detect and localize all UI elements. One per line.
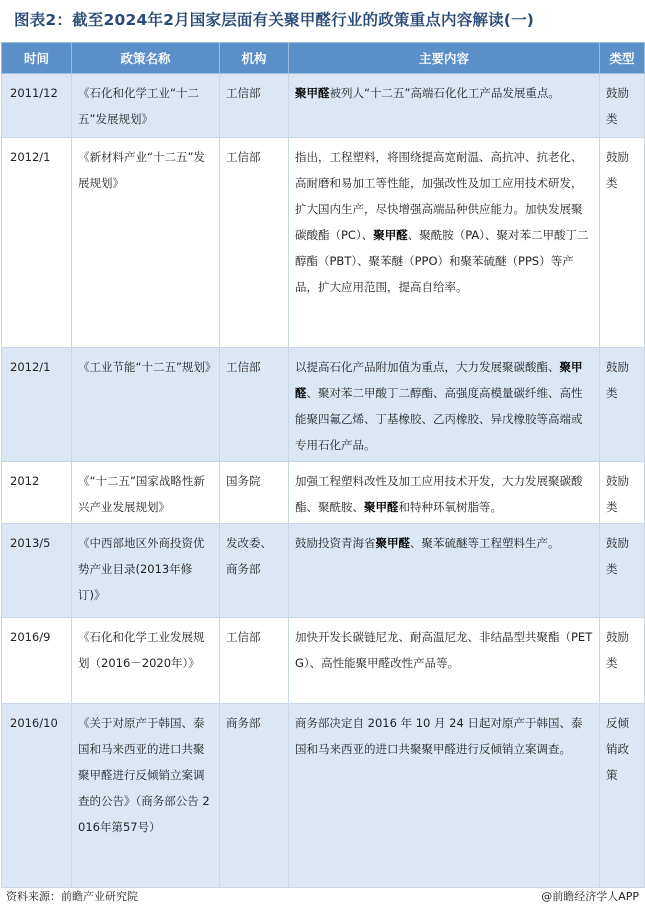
cell-main-content bbox=[289, 138, 600, 348]
cell-main-content bbox=[289, 704, 600, 888]
cell-type: 鼓励类 bbox=[600, 348, 645, 462]
cell-agency: 发改委、商务部 bbox=[220, 524, 289, 618]
content-text: 以提高石化产品附加值为重点，大力发展聚碳酸酯、 bbox=[295, 360, 560, 374]
cell-main-content bbox=[289, 524, 600, 618]
cell-time: 2016/10 bbox=[2, 704, 72, 888]
header-main-content: 主要内容 bbox=[289, 43, 600, 74]
cell-time: 2012 bbox=[2, 462, 72, 524]
cell-policy-name: 《“十二五”国家战略性新兴产业发展规划》 bbox=[72, 462, 220, 524]
cell-agency: 商务部 bbox=[220, 704, 289, 888]
cell-type: 鼓励类 bbox=[600, 138, 645, 348]
cell-main-content bbox=[289, 348, 600, 462]
cell-main-content bbox=[289, 618, 600, 704]
cell-policy-name: 《关于对原产于韩国、泰国和马来西亚的进口共聚聚甲醛进行反倾销立案调查的公告》（商务部公告 2016年第57号） bbox=[72, 704, 220, 888]
cell-time: 2016/9 bbox=[2, 618, 72, 704]
cell-policy-name: 《新材料产业“十二五”发展规划》 bbox=[72, 138, 220, 348]
cell-policy-name: 《中西部地区外商投资优势产业目录(2013年修订)》 bbox=[72, 524, 220, 618]
keyword-highlight: 聚甲醛 bbox=[295, 360, 583, 400]
cell-agency: 工信部 bbox=[220, 618, 289, 704]
content-text: 商务部决定自 2016 年 10 月 24 日起对原产于韩国、泰国和马来西亚的进口共聚聚甲醛进行反倾销立案调查。 bbox=[295, 716, 583, 756]
table-row bbox=[2, 618, 645, 704]
table-row bbox=[2, 348, 645, 462]
cell-agency: 国务院 bbox=[220, 462, 289, 524]
table-row bbox=[2, 138, 645, 348]
cell-type: 鼓励类 bbox=[600, 524, 645, 618]
header-policy-name: 政策名称 bbox=[72, 43, 220, 74]
policy-table bbox=[1, 42, 645, 888]
cell-main-content bbox=[289, 462, 600, 524]
table-row bbox=[2, 524, 645, 618]
content-text: 加快开发长碳链尼龙、耐高温尼龙、非结晶型共聚酯（PETG）、高性能聚甲醛改性产品等。 bbox=[295, 630, 593, 670]
keyword-highlight: 聚甲醛 bbox=[295, 86, 330, 100]
brand-note: @前瞻经济学人APP bbox=[541, 890, 639, 903]
keyword-highlight: 聚甲醛 bbox=[373, 228, 408, 242]
cell-type: 鼓励类 bbox=[600, 74, 645, 138]
content-text: 鼓励投资青海省 bbox=[295, 536, 376, 550]
header-agency: 机构 bbox=[220, 43, 289, 74]
content-text: 、聚对苯二甲酸丁二醇酯、高强度高模量碳纤维、高性能聚四氟乙烯、丁基橡胶、乙丙橡胶、异戊橡胶等高端或专用石化产品。 bbox=[295, 386, 583, 452]
cell-policy-name: 《石化和化学工业发展规划（2016－2020年）》 bbox=[72, 618, 220, 704]
keyword-highlight: 聚甲醛 bbox=[375, 536, 410, 550]
cell-time: 2012/1 bbox=[2, 348, 72, 462]
content-text: 加强工程塑料改性及加工应用技术开发，大力发展聚碳酸酯、聚酰胺、 bbox=[295, 474, 583, 514]
cell-agency: 工信部 bbox=[220, 138, 289, 348]
table-row bbox=[2, 462, 645, 524]
header-type: 类型 bbox=[600, 43, 645, 74]
cell-agency: 工信部 bbox=[220, 348, 289, 462]
cell-policy-name: 《石化和化学工业“十二五”发展规划》 bbox=[72, 74, 220, 138]
page-title: 图表2：截至2024年2月国家层面有关聚甲醛行业的政策重点内容解读(一) bbox=[14, 11, 535, 29]
cell-time: 2013/5 bbox=[2, 524, 72, 618]
table-row bbox=[2, 74, 645, 138]
header-time: 时间 bbox=[2, 43, 72, 74]
cell-time: 2012/1 bbox=[2, 138, 72, 348]
source-note: 资料来源：前瞻产业研究院 bbox=[6, 890, 138, 903]
cell-agency: 工信部 bbox=[220, 74, 289, 138]
content-text: 被列人“十二五”高端石化化工产品发展重点。 bbox=[329, 86, 560, 100]
cell-type: 反倾销政策 bbox=[600, 704, 645, 888]
cell-type: 鼓励类 bbox=[600, 618, 645, 704]
content-text: 、聚酰胺（PA）、聚对苯二甲酸丁二醇酯（PBT）、聚苯醚（PPO）和聚苯硫醚（PPS）等产品，扩大应用范围，提高自给率。 bbox=[295, 228, 589, 294]
keyword-highlight: 聚甲醛 bbox=[364, 500, 399, 514]
content-text: 、聚苯硫醚等工程塑料生产。 bbox=[410, 536, 560, 550]
content-text: 指出，工程塑料，将围绕提高宽耐温、高抗冲、抗老化、高耐磨和易加工等性能，加强改性及加工应用技术研发，扩大国内生产，尽快增强高端品种供应能力。加快发展聚碳酸酯（PC）、 bbox=[295, 150, 583, 242]
table-row bbox=[2, 704, 645, 888]
cell-policy-name: 《工业节能“十二五”规划》 bbox=[72, 348, 220, 462]
cell-type: 鼓励类 bbox=[600, 462, 645, 524]
cell-time: 2011/12 bbox=[2, 74, 72, 138]
cell-main-content bbox=[289, 74, 600, 138]
content-text: 和特种环氧树脂等。 bbox=[398, 500, 502, 514]
table-header-row bbox=[2, 43, 645, 74]
